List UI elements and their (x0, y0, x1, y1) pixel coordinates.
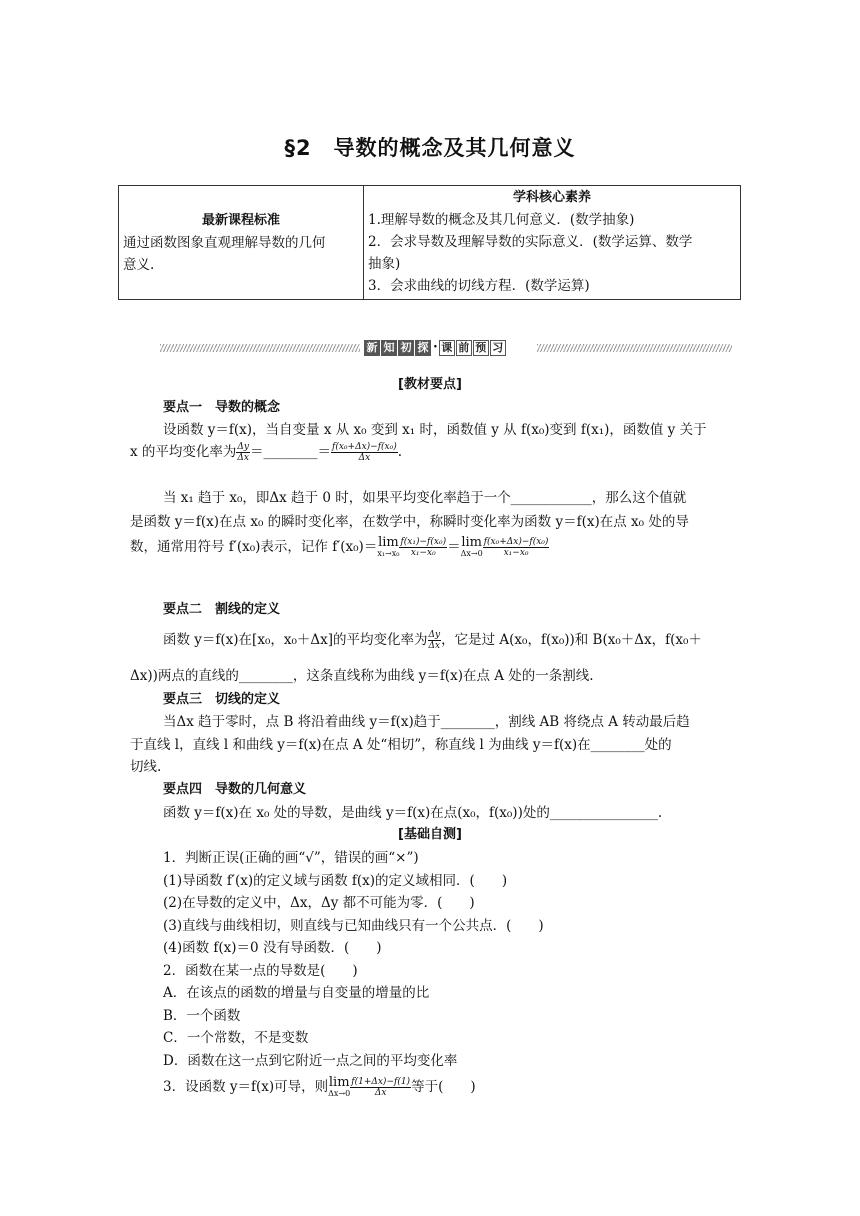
paragraph-line: 函数 y＝f(x)在 x₀ 处的导数，是曲线 y＝f(x)在点(x₀，f(x₀))处的________________. (163, 805, 663, 821)
section-heading-test: [基础自测] (398, 827, 462, 842)
limit (460, 534, 483, 559)
course-standard-cell (119, 186, 364, 300)
banner-char: 预 (473, 340, 489, 356)
answer-option: D．函数在这一点到它附近一点之间的平均变化率 (163, 1053, 458, 1069)
limit-subscript: Δx→0 (460, 548, 483, 558)
limit (377, 534, 400, 559)
course-standard-header: 最新课程标准 (201, 213, 280, 228)
numerator: f(1+Δx)−f(1) (351, 1077, 411, 1087)
banner-char: 初 (398, 340, 414, 356)
banner-dot: · (433, 339, 438, 355)
banner-hatch-left (160, 344, 360, 352)
text-span: ＝________＝ (250, 444, 331, 460)
denominator: Δx (358, 453, 371, 463)
banner-hatch-right (537, 344, 732, 352)
question-item: (1)导函数 f′(x)的定义域与函数 f(x)的定义域相同．( ) (163, 873, 508, 889)
banner-char: 课 (439, 340, 455, 356)
question-item: (2)在导数的定义中，Δx，Δy 都不可能为零．( ) (163, 895, 475, 911)
numerator: Δy (237, 442, 249, 452)
question-item: (3)直线与曲线相切，则直线与已知曲线只有一个公共点．( ) (163, 918, 544, 934)
core-literacy-cell (364, 186, 741, 300)
paragraph-line: 设函数 y＝f(x)，当自变量 x 从 x₀ 变到 x₁ 时，函数值 y 从 f(x₀)变到 f(x₁)，函数值 y 关于 (163, 422, 707, 438)
numerator: f(x₀+Δx)−f(x₀) (483, 537, 549, 547)
core-literacy-header: 学科核心素养 (512, 190, 591, 205)
denominator: x₁−x₀ (410, 548, 436, 558)
paragraph-line (130, 440, 402, 463)
paragraph-line: 是函数 y＝f(x)在点 x₀ 的瞬时变化率，在数学中，称瞬时变化率为函数 y＝f(x)在点 x₀ 处的导 (130, 514, 689, 530)
answer-option: B．一个函数 (163, 1008, 241, 1024)
paragraph-line (163, 628, 702, 651)
banner-char: 探 (415, 340, 431, 356)
limit-subscript: Δx→0 (328, 1088, 351, 1098)
text-span: 数，通常用符号 f′(x₀)表示，记作 f′(x₀)＝ (130, 539, 378, 555)
limit-subscript: x₁→x₀ (377, 548, 400, 558)
fraction (399, 537, 447, 558)
paragraph-line (130, 535, 549, 559)
point-heading: 要点四 导数的几何意义 (163, 782, 307, 797)
denominator: Δx (428, 641, 441, 651)
denominator: Δx (237, 453, 249, 463)
question-stem: 2．函数在某一点的导数是( ) (163, 963, 358, 979)
paragraph-line: 切线. (130, 759, 162, 775)
text-span: ＝ (447, 539, 461, 555)
limit (328, 1074, 351, 1099)
limit-symbol: lim (328, 1074, 350, 1090)
limit-symbol: lim (378, 534, 399, 550)
text-span: 函数 y＝f(x)在[x₀，x₀＋Δx]的平均变化率为 (163, 632, 428, 648)
answer-option: A．在该点的函数的增量与自变量的增量的比 (163, 985, 430, 1001)
page-title: §2 导数的概念及其几何意义 (284, 136, 576, 160)
answer-option: C．一个常数，不是变数 (163, 1030, 309, 1046)
core-literacy-item: 1.理解导数的概念及其几何意义．(数学抽象) (368, 212, 635, 228)
intro-table (118, 185, 741, 300)
point-heading: 要点二 割线的定义 (163, 602, 281, 617)
banner-char: 新 (364, 340, 380, 356)
numerator: Δy (428, 630, 441, 640)
numerator: f(x₁)−f(x₀) (400, 537, 447, 547)
paragraph-line: 于直线 l，直线 l 和曲线 y＝f(x)在点 A 处“相切”，称直线 l 为曲线 y＝f(x)在________处的 (130, 737, 672, 753)
fraction (483, 537, 550, 558)
text-span: x 的平均变化率为 (130, 444, 237, 460)
numerator: f(x₀+Δx)−f(x₀) (332, 442, 397, 452)
course-standard-text: 通过函数图象直观理解导数的几何 (123, 235, 326, 251)
text-span: ，它是过 A(x₀，f(x₀))和 B(x₀＋Δx，f(x₀＋ (441, 632, 702, 648)
point-heading: 要点一 导数的概念 (163, 400, 281, 415)
question-stem: 1．判断正误(正确的画“√”，错误的画“×”) (163, 850, 419, 866)
fraction (236, 442, 250, 463)
paragraph-line: 当Δx 趋于零时，点 B 将沿着曲线 y＝f(x)趋于________，割线 AB 将绕点 A 转动最后趋 (163, 714, 690, 730)
banner-label (364, 339, 507, 356)
section-banner (160, 338, 732, 358)
denominator: x₁−x₀ (503, 548, 529, 558)
core-literacy-item: 2．会求导数及理解导数的实际意义．(数学运算、数学 (368, 234, 693, 250)
limit-symbol: lim (461, 534, 482, 550)
course-standard-text: 意义. (123, 257, 155, 273)
fraction (331, 442, 398, 463)
text-span: 等于( ) (411, 1079, 476, 1095)
banner-char: 知 (381, 340, 397, 356)
fraction (350, 1077, 411, 1098)
paragraph-line: Δx))两点的直线的________，这条直线称为曲线 y＝f(x)在点 A 处的一条割线. (130, 668, 594, 684)
paragraph-line: 当 x₁ 趋于 x₀，即Δx 趋于 0 时，如果平均变化率趋于一个____________，那么这个值就 (163, 490, 687, 506)
point-heading: 要点三 切线的定义 (163, 692, 281, 707)
fraction (428, 630, 442, 651)
text-span: 3．设函数 y＝f(x)可导，则 (163, 1079, 329, 1095)
text-span: . (397, 444, 403, 460)
question-item: (4)函数 f(x)＝0 没有导函数．( ) (163, 940, 382, 956)
core-literacy-item: 抽象) (368, 256, 401, 272)
section-heading-points: [教材要点] (398, 377, 462, 392)
banner-char: 习 (490, 340, 506, 356)
core-literacy-item: 3．会求曲线的切线方程．(数学运算) (368, 278, 590, 294)
denominator: Δx (374, 1088, 387, 1098)
banner-char: 前 (456, 340, 472, 356)
question-stem (163, 1075, 476, 1099)
